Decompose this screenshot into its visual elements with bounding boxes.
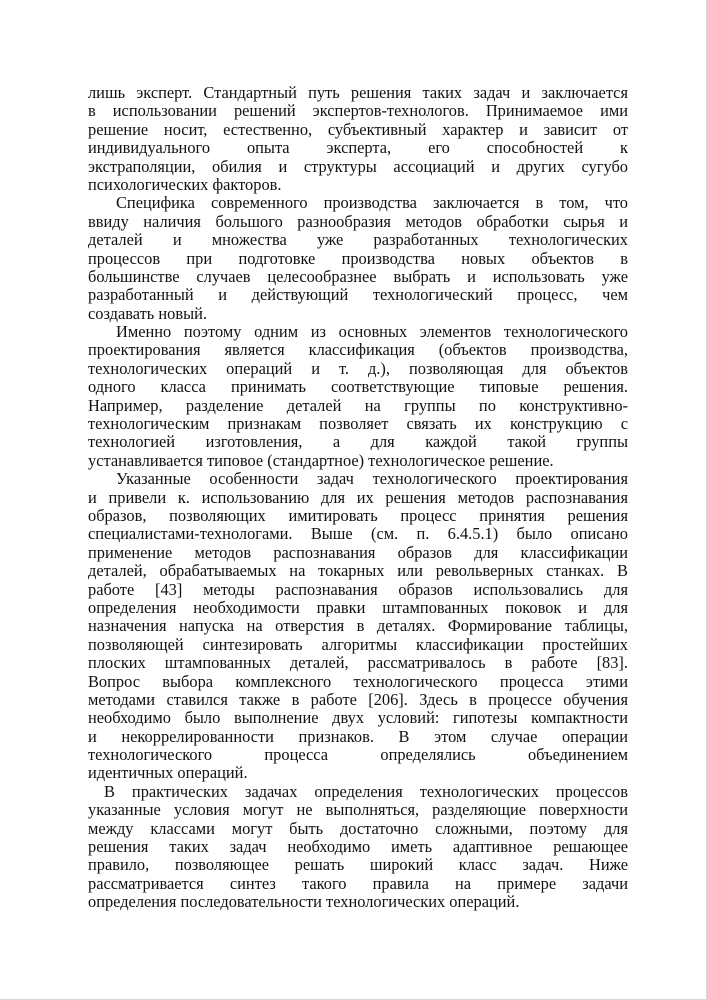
text-line: плоских штампованных деталей, рассматривалось в работе [83].	[88, 653, 628, 673]
text-line: в использовании решений экспертов-технологов. Принимаемое ими	[88, 101, 628, 121]
text-line: Указанные особенности задач технологического проектирования	[116, 469, 628, 489]
text-line: деталей, обрабатываемых на токарных или револьверных станках. В	[88, 561, 628, 581]
text-line: специалистами-технологами. Выше (см. п. 6.4.5.1) было описано	[88, 524, 628, 544]
text-line: указанные условия могут не выполняться, разделяющие поверхности	[88, 800, 628, 820]
text-line: психологических факторов.	[88, 174, 282, 194]
text-line: работе [43] методы распознавания образов использовались для	[88, 579, 628, 599]
text-line: образов, позволяющих имитировать процесс принятия решения	[88, 505, 628, 525]
text-line: технологией изготовления, а для каждой такой группы	[88, 432, 628, 452]
text-line: индивидуального опыта эксперта, его способностей к	[88, 138, 628, 158]
paragraph-4	[88, 470, 628, 783]
text-line: экстраполяции, обилия и структуры ассоциаций и других сугубо	[88, 156, 628, 176]
text-line: устанавливается типовое (стандартное) технологическое решение.	[88, 450, 554, 470]
paragraph-3	[88, 323, 628, 470]
text-line: технологическим признакам позволяет связать их конструкцию с	[88, 414, 628, 434]
text-line: Именно поэтому одним из основных элементов технологического	[116, 322, 628, 342]
text-line: рассматривается синтез такого правила на примере задачи	[88, 873, 628, 893]
text-line: методами ставился также в работе [206]. Здесь в процессе обучения	[88, 689, 628, 709]
text-line: идентичных операций.	[88, 763, 248, 783]
text-line: решения таких задач необходимо иметь адаптивное решающее	[88, 837, 628, 857]
paragraph-1	[88, 84, 628, 194]
text-line: назначения напуска на отверстия в деталях. Формирование таблицы,	[88, 616, 628, 636]
text-line: большинстве случаев целесообразнее выбрать и использовать уже	[88, 266, 628, 286]
text-line: решение носит, естественно, субъективный характер и зависит от	[88, 119, 628, 139]
text-line: необходимо было выполнение двух условий: гипотезы компактности	[88, 708, 628, 728]
text-line: определения последовательности технологических операций.	[88, 892, 520, 912]
body-text	[88, 84, 628, 912]
text-line: Специфика современного производства заключается в том, что	[116, 193, 628, 213]
text-line: лишь эксперт. Стандартный путь решения таких задач и заключается	[88, 83, 628, 102]
text-line: Например, разделение деталей на группы по конструктивно-	[88, 395, 628, 415]
text-line: определения необходимости правки штампованных поковок и для	[88, 597, 628, 617]
text-line: и привели к. использованию для их решения методов распознавания	[88, 487, 628, 507]
text-line: разработанный и действующий технологический процесс, чем	[88, 285, 628, 305]
text-line: правило, позволяющее решать широкий класс задач. Ниже	[88, 855, 628, 875]
text-line: технологического процесса определялись объединением	[88, 745, 628, 765]
text-line: создавать новый.	[88, 303, 207, 323]
text-line: между классами могут быть достаточно сложными, поэтому для	[88, 818, 628, 838]
text-line: ввиду наличия большого разнообразия методов обработки сырья и	[88, 211, 628, 231]
text-line: деталей и множества уже разработанных технологических	[88, 230, 628, 250]
text-line: и некоррелированности признаков. В этом случае операции	[88, 726, 628, 746]
text-line: одного класса принимать соответствующие типовые решения.	[88, 377, 628, 397]
paragraph-2	[88, 194, 628, 323]
paragraph-5	[88, 783, 628, 912]
text-line: В практических задачах определения технологических процессов	[104, 781, 628, 801]
text-line: применение методов распознавания образов для классификации	[88, 542, 628, 562]
text-line: Вопрос выбора комплексного технологического процесса этими	[88, 671, 628, 691]
text-line: позволяющей синтезировать алгоритмы классификации простейших	[88, 634, 628, 654]
text-line: технологических операций и т. д.), позволяющая для объектов	[88, 358, 628, 378]
text-line: процессов при подготовке производства новых объектов в	[88, 248, 628, 268]
text-line: проектирования является классификация (объектов производства,	[88, 340, 628, 360]
